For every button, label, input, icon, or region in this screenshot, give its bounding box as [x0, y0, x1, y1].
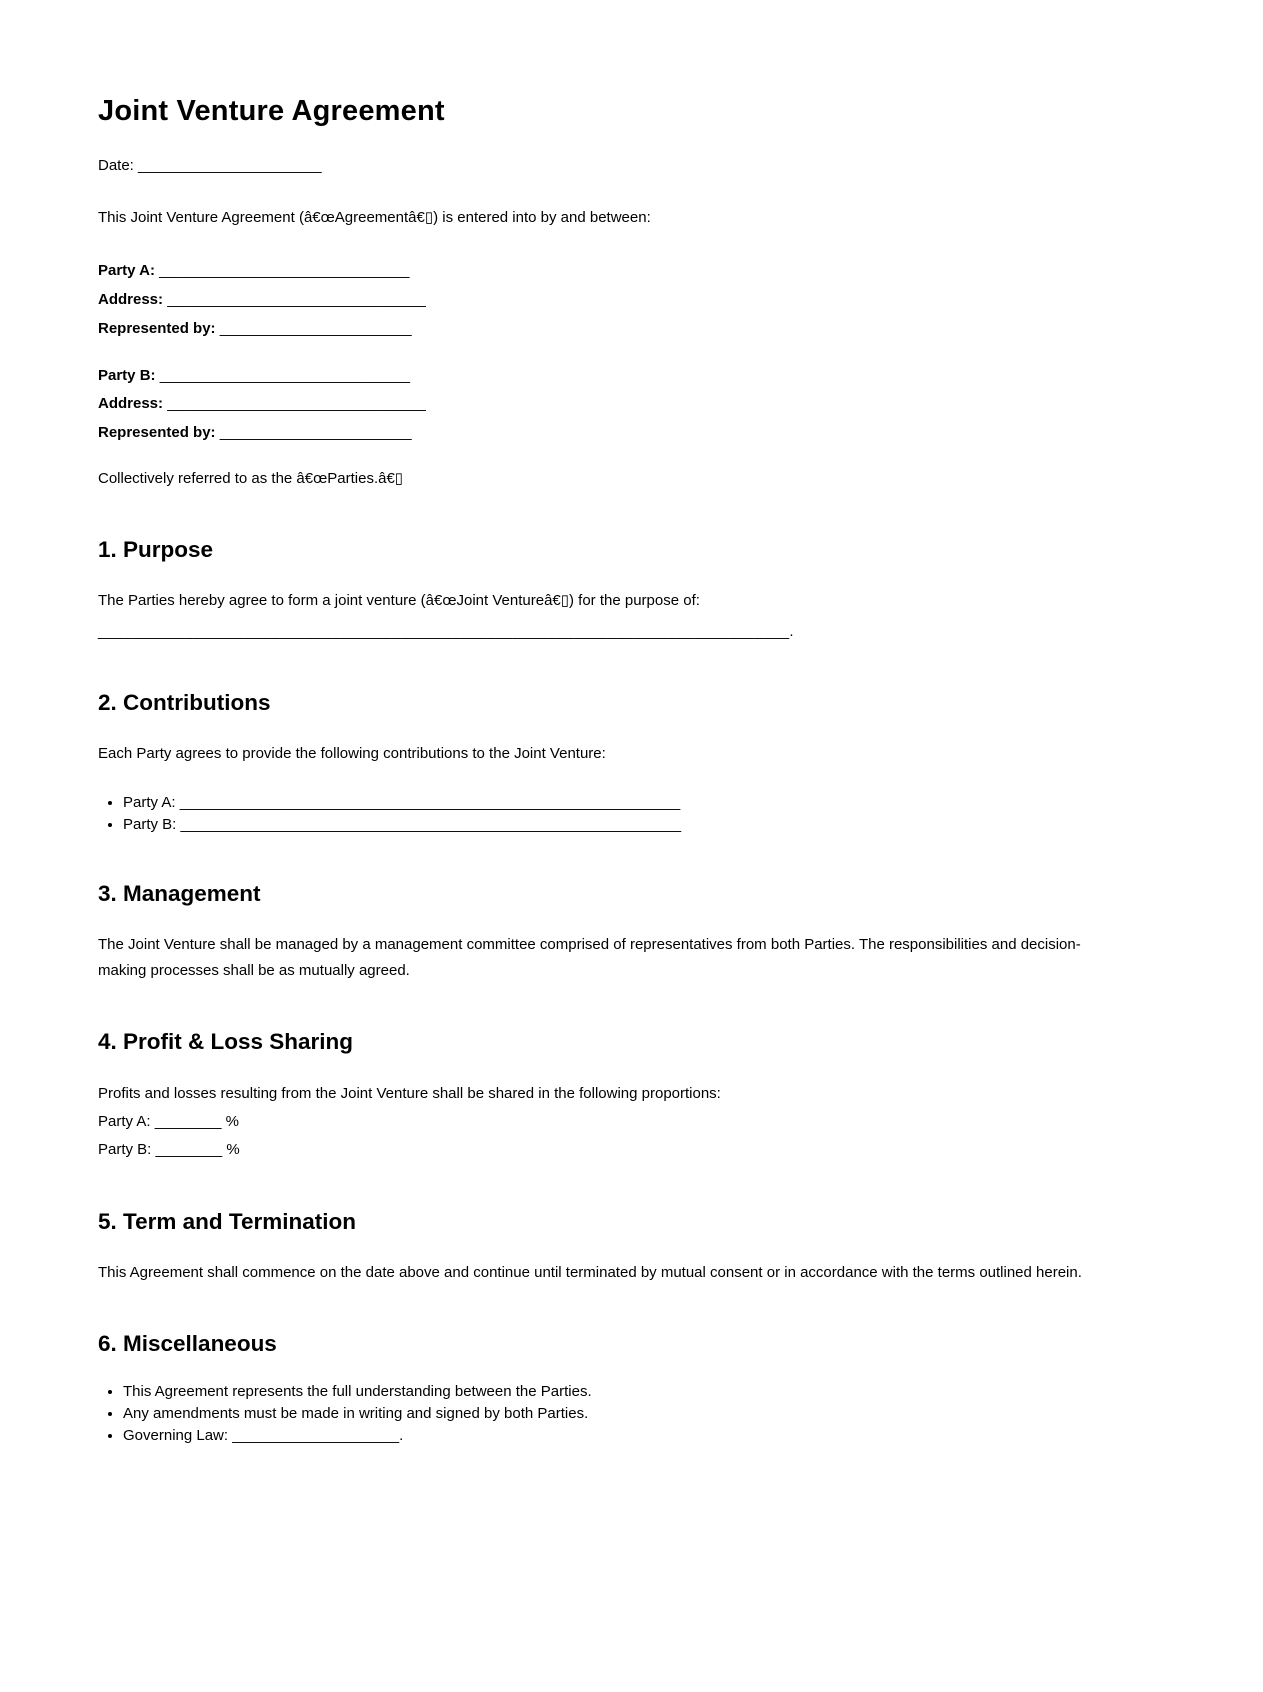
party-b-block	[98, 362, 1091, 448]
party-a-block	[98, 257, 1091, 343]
document-title: Joint Venture Agreement	[98, 95, 445, 127]
intro-paragraph: This Joint Venture Agreement (â€œAgreementâ€▯) is entered into by and between:	[98, 209, 651, 227]
profit-loss-body: Profits and losses resulting from the Joint Venture shall be shared in the following proportions:	[98, 1085, 721, 1103]
contributions-body: Each Party agrees to provide the following contributions to the Joint Venture:	[98, 745, 606, 763]
agreement-document	[98, 94, 1091, 1446]
party-b-rep-blank: _______________________	[219, 424, 412, 442]
date-label: Date:	[98, 156, 134, 174]
profit-loss-heading: 4. Profit & Loss Sharing	[98, 1029, 354, 1055]
party-a-address-line	[98, 286, 1091, 315]
purpose-body: The Parties hereby agree to form a joint venture (â€œJoint Ventureâ€▯) for the purpose of:	[98, 592, 700, 610]
section-contributions	[98, 689, 1091, 836]
management-body: The Joint Venture shall be managed by a management committee comprised of representatives from both Parties. The responsibilities and decision-making processes shall be as mutually agreed.	[98, 935, 1081, 980]
list-item: • Party A: ____________________________________________________________	[123, 793, 1091, 814]
term-heading: 5. Term and Termination	[98, 1208, 356, 1234]
party-a-label: Party A:	[98, 262, 155, 280]
party-a-address-blank: _______________________________	[167, 291, 426, 309]
party-b-name-line	[98, 362, 1091, 391]
party-b-rep-label: Represented by:	[98, 424, 216, 442]
party-b-label: Party B:	[98, 366, 156, 384]
party-a-name-line	[98, 257, 1091, 286]
term-body: This Agreement shall commence on the date above and continue until terminated by mutual consent or in accordance with the terms outlined herein.	[98, 1263, 1082, 1281]
party-b-rep-line	[98, 419, 1091, 448]
party-a-rep-line	[98, 315, 1091, 344]
section-term-termination	[98, 1208, 1091, 1286]
profit-party-b-line: Party B: ________ %	[98, 1140, 240, 1158]
party-b-address-line	[98, 390, 1091, 419]
purpose-blank-line: ________________________________________________________________________________.	[98, 622, 794, 640]
party-a-rep-label: Represented by:	[98, 319, 216, 337]
miscellaneous-list	[98, 1382, 1091, 1446]
purpose-heading: 1. Purpose	[98, 537, 214, 563]
miscellaneous-heading: 6. Miscellaneous	[98, 1331, 277, 1357]
contributions-list	[98, 793, 1091, 835]
section-profit-loss	[98, 1028, 1091, 1163]
date-line	[98, 153, 1091, 179]
list-item: • Governing Law: ____________________.	[123, 1426, 1091, 1447]
party-a-name-blank: ______________________________	[159, 262, 410, 280]
party-a-rep-blank: _______________________	[219, 319, 412, 337]
list-item: • Party B: ____________________________________________________________	[123, 815, 1091, 836]
section-miscellaneous	[98, 1330, 1091, 1446]
management-heading: 3. Management	[98, 880, 261, 906]
list-item: • This Agreement represents the full understanding between the Parties.	[123, 1382, 1091, 1403]
collective-paragraph: Collectively referred to as the â€œParties.â€▯	[98, 470, 404, 488]
section-purpose	[98, 536, 1091, 645]
contributions-heading: 2. Contributions	[98, 689, 271, 715]
list-item: • Any amendments must be made in writing and signed by both Parties.	[123, 1404, 1091, 1425]
party-b-name-blank: ______________________________	[159, 366, 410, 384]
party-b-address-label: Address:	[98, 395, 164, 413]
profit-party-a-line: Party A: ________ %	[98, 1113, 239, 1131]
party-a-address-label: Address:	[98, 291, 164, 309]
section-management	[98, 880, 1091, 985]
party-b-address-blank: _______________________________	[167, 395, 426, 413]
date-blank: ______________________	[138, 156, 322, 174]
